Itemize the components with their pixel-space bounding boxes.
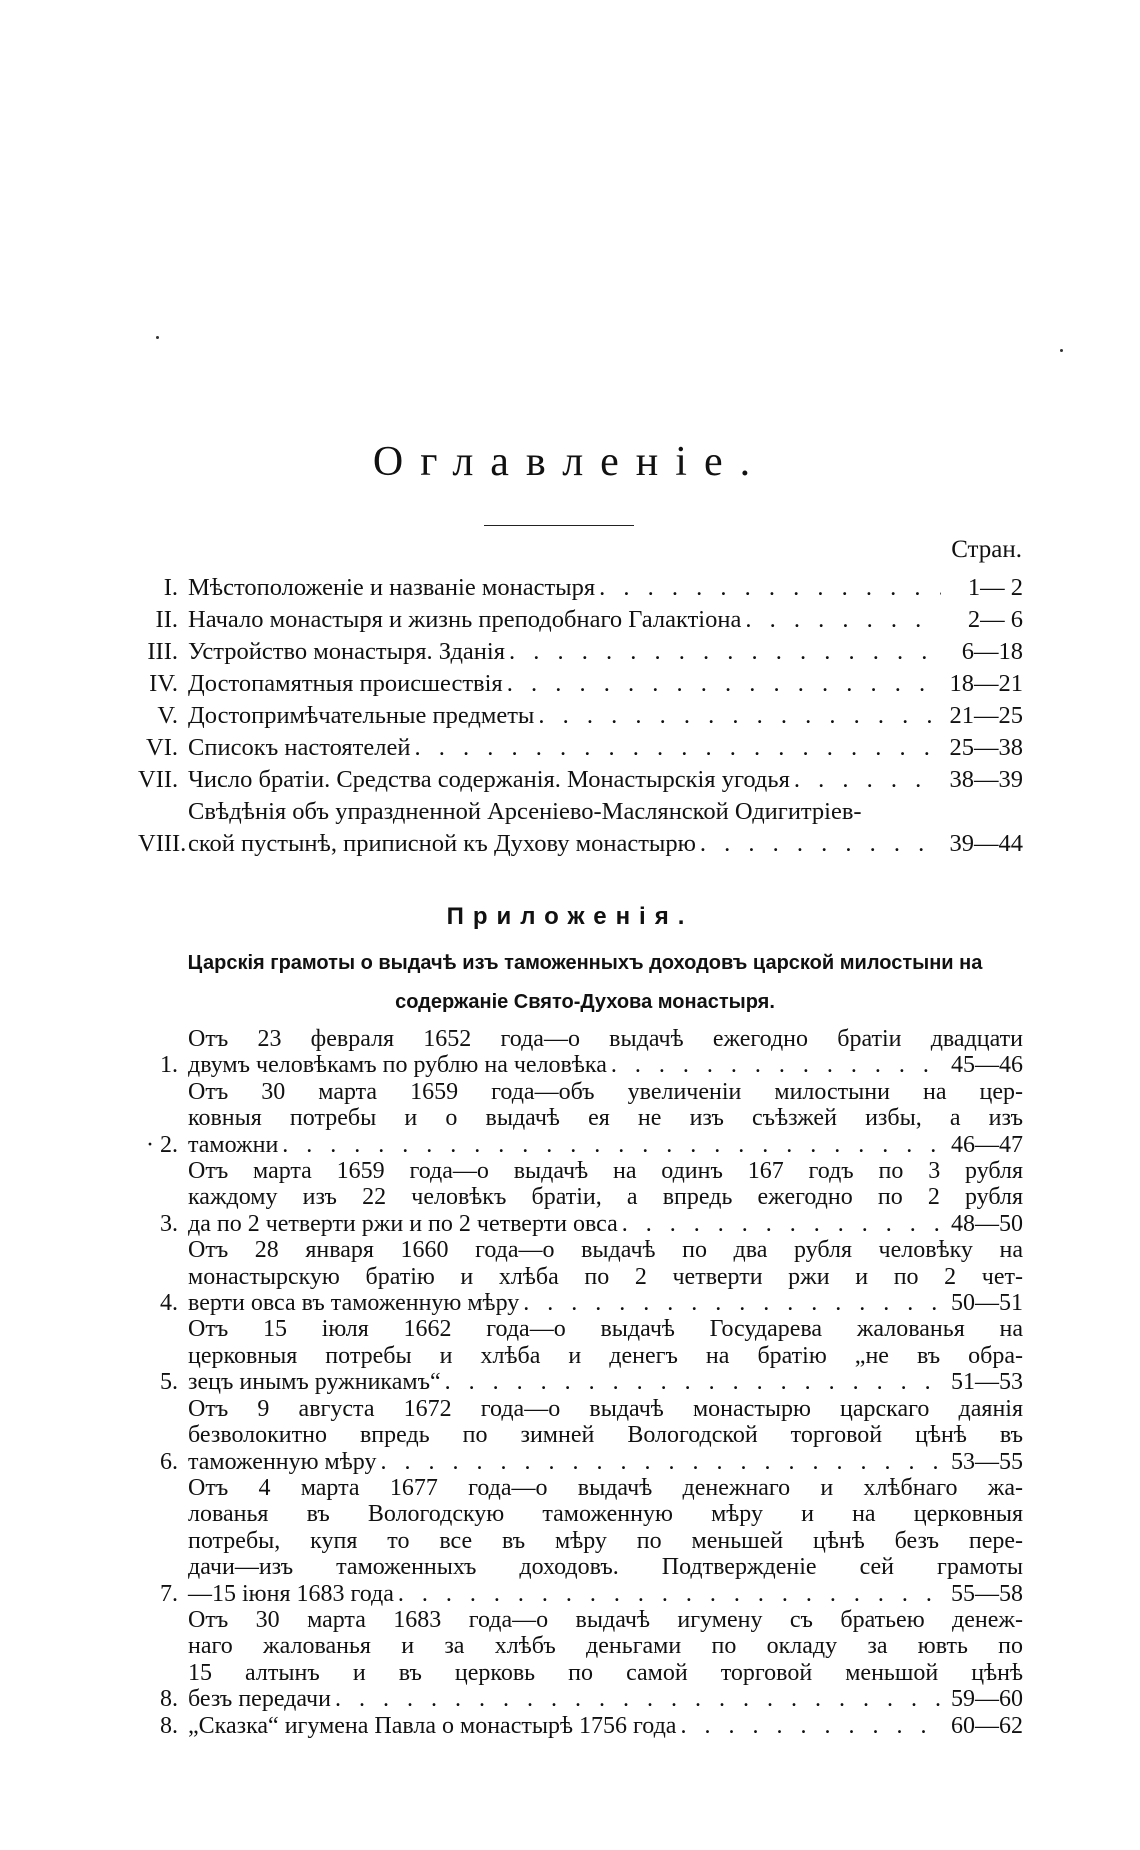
entry-line: Мѣстоположеніе и названіе монастыря [188, 574, 596, 601]
page-range: 39—44 [949, 830, 1023, 857]
dot-leader [519, 1290, 941, 1316]
entry-number: 4. [160, 1290, 178, 1317]
appendix-title: Приложенія. [446, 903, 694, 930]
entry-number: IV. [149, 670, 178, 697]
page-range: 55—58 [951, 1580, 1023, 1607]
dot-leader [376, 1449, 941, 1475]
entry-line: наго жалованья и за хлѣбъ деньгами по окладу за ювть по [188, 1633, 1023, 1660]
dot-leader [505, 636, 941, 668]
entry-line: ковныя потребы и о выдачѣ ея не изъ съѣзжей избы, а изъ [188, 1105, 1023, 1132]
entry-text [188, 1475, 1023, 1607]
page-range: 51—53 [951, 1369, 1023, 1396]
entry-number: · 2. [146, 1131, 178, 1158]
page-range: 38—39 [949, 766, 1023, 793]
entry-line: Отъ 15 іюля 1662 года—о выдачѣ Государева жалованья на [188, 1316, 1023, 1343]
entry-text [188, 636, 1023, 668]
entry-line: двумъ человѣкамъ по рублю на человѣка [188, 1052, 607, 1079]
dot-leader [741, 604, 941, 636]
dot-leader [278, 1132, 941, 1158]
entry-line: монастырскую братію и хлѣба по 2 четверти ржи и по 2 чет- [188, 1263, 1023, 1290]
appendix-entry [138, 1607, 1023, 1713]
appendix-entry [138, 1316, 1023, 1395]
dot-leader [331, 1686, 941, 1712]
entry-number: 6. [160, 1448, 178, 1475]
appendix-subtitle: Царскія грамоты о выдачѣ изъ таможенныхъ доходовъ царской милостыни на содержаніе Свято-Духова монастыря. [187, 952, 983, 1013]
entry-line: да по 2 четверти ржи и по 2 четверти овса [188, 1210, 618, 1237]
entry-number: 8. [160, 1686, 178, 1713]
appendix-list [138, 1026, 1023, 1739]
entry-text [188, 1713, 1023, 1739]
entry-text [188, 700, 1023, 732]
appendix-entry [138, 1026, 1023, 1079]
entry-line: Свѣдѣнія объ упраздненной Арсеніево-Маслянской Одигитріев- [188, 798, 862, 825]
page-range: 50—51 [951, 1290, 1023, 1317]
page-title: Оглавленіе. [372, 439, 768, 485]
entry-text [188, 604, 1023, 636]
entry-line: каждому изъ 22 человѣкъ братіи, а впредь ежегодно по 2 рубля [188, 1184, 1023, 1211]
entry-text [188, 1079, 1023, 1158]
entry-line: Отъ 30 марта 1683 года—о выдачѣ игумену съ братьею денеж- [188, 1606, 1023, 1633]
page-range: 59—60 [951, 1686, 1023, 1713]
appendix-entry [138, 1237, 1023, 1316]
entry-line: Начало монастыря и жизнь преподобнаго Галактіона [188, 606, 742, 633]
appendix-entry [138, 1475, 1023, 1607]
entry-line: безъ передачи [188, 1686, 331, 1713]
entry-line: „Сказка“ игумена Павла о монастырѣ 1756 года [188, 1712, 677, 1739]
entry-text [188, 1396, 1023, 1475]
entry-number: II. [155, 606, 178, 633]
print-speck [156, 336, 159, 339]
dot-leader [618, 1211, 941, 1237]
toc-entry [138, 732, 1023, 764]
pages-column-header: Стран. [951, 536, 1022, 563]
entry-text [188, 1026, 1023, 1079]
entry-line: церковныя потребы и хлѣба и денегъ на братію „не въ обра- [188, 1342, 1023, 1369]
entry-line: Отъ 4 марта 1677 года—о выдачѣ денежнаго и хлѣбнаго жа- [188, 1474, 1023, 1501]
toc-entry [138, 764, 1023, 796]
entry-number: VII. [138, 766, 179, 793]
entry-line: Достопамятныя происшествія [188, 670, 503, 697]
entry-text [188, 1316, 1023, 1395]
table-of-contents [138, 572, 1023, 860]
page-range: 48—50 [951, 1210, 1023, 1237]
entry-number: VIII. [138, 830, 187, 857]
page-range: 53—55 [951, 1448, 1023, 1475]
entry-line: —15 іюня 1683 года [188, 1580, 394, 1607]
entry-line: Число братіи. Средства содержанія. Монастырскія угодья [188, 766, 790, 793]
entry-text [188, 1158, 1023, 1237]
toc-entry [138, 796, 1023, 860]
entry-line: Отъ 30 марта 1659 года—объ увеличеніи милостыни на цер- [188, 1078, 1023, 1105]
entry-line: ской пустынѣ, приписной къ Духову монастырю [188, 830, 696, 857]
entry-line: лованья въ Вологодскую таможенную мѣру и на церковныя [188, 1501, 1023, 1528]
dot-leader [676, 1713, 941, 1739]
entry-text [188, 572, 1023, 604]
entry-number: III. [147, 638, 178, 665]
appendix-entry [138, 1158, 1023, 1237]
entry-line: 15 алтынъ и въ церковь по самой торговой меньшой цѣнѣ [188, 1659, 1023, 1686]
entry-number: 5. [160, 1369, 178, 1396]
dot-leader [595, 572, 941, 604]
entry-number: 1. [160, 1052, 178, 1079]
dot-leader [503, 668, 941, 700]
page-range: 6—18 [961, 638, 1023, 665]
entry-line: потребы, купя то все въ мѣру по меньшей цѣнѣ безъ пере- [188, 1527, 1023, 1554]
entry-line: Отъ 28 января 1660 года—о выдачѣ по два рубля человѣку на [188, 1237, 1023, 1264]
entry-number: 7. [160, 1580, 178, 1607]
dot-leader [790, 764, 941, 796]
entry-text [188, 732, 1023, 764]
entry-text [188, 796, 1023, 860]
toc-entry [138, 572, 1023, 604]
page-range: 25—38 [949, 734, 1023, 761]
entry-line: Отъ 23 февраля 1652 года—о выдачѣ ежегодно братіи двадцати [188, 1026, 1023, 1052]
toc-entry [138, 636, 1023, 668]
page-range: 60—62 [951, 1712, 1023, 1739]
dot-leader [394, 1581, 941, 1607]
entry-number: V. [157, 702, 178, 729]
entry-number: I. [163, 574, 178, 601]
dot-leader [696, 828, 941, 860]
entry-number: 3. [160, 1210, 178, 1237]
page-range: 45—46 [951, 1052, 1023, 1079]
entry-line: Списокъ настоятелей [188, 734, 411, 761]
appendix-entry [138, 1713, 1023, 1739]
entry-line: таможни [188, 1131, 279, 1158]
entry-line: Отъ 9 августа 1672 года—о выдачѣ монастырю царскаго даянія [188, 1395, 1023, 1422]
entry-number: VI. [146, 734, 178, 761]
entry-line: дачи—изъ таможенныхъ доходовъ. Подтвержденіе сей грамоты [188, 1554, 1023, 1581]
dot-leader [410, 732, 941, 764]
page-range: 21—25 [949, 702, 1023, 729]
entry-line: таможенную мѣру [188, 1448, 377, 1475]
entry-text [188, 1607, 1023, 1713]
entry-text [188, 764, 1023, 796]
entry-line: Отъ марта 1659 года—о выдачѣ на одинъ 167 годъ по 3 рубля [188, 1158, 1023, 1185]
entry-text [188, 1237, 1023, 1316]
dot-leader [534, 700, 941, 732]
dot-leader [607, 1052, 941, 1078]
page-range: 46—47 [951, 1131, 1023, 1158]
entry-number: 8. [160, 1712, 178, 1739]
dot-leader [441, 1369, 941, 1395]
appendix-entry [138, 1079, 1023, 1158]
toc-entry [138, 668, 1023, 700]
entry-line: Устройство монастыря. Зданія [188, 638, 505, 665]
toc-entry [138, 700, 1023, 732]
entry-line: безволокитно впредь по зимней Вологодской торговой цѣнѣ въ [188, 1422, 1023, 1449]
entry-line: зецъ инымъ ружникамъ“ [188, 1369, 441, 1396]
entry-line: Достопримѣчательные предметы [188, 702, 535, 729]
page-range: 2— 6 [967, 606, 1023, 633]
print-speck [1060, 349, 1063, 352]
appendix-entry [138, 1396, 1023, 1475]
page-range: 1— 2 [967, 574, 1023, 601]
entry-line: верти овса въ таможенную мѣру [188, 1290, 520, 1317]
toc-entry [138, 604, 1023, 636]
title-divider [484, 525, 634, 526]
page-range: 18—21 [949, 670, 1023, 697]
entry-text [188, 668, 1023, 700]
